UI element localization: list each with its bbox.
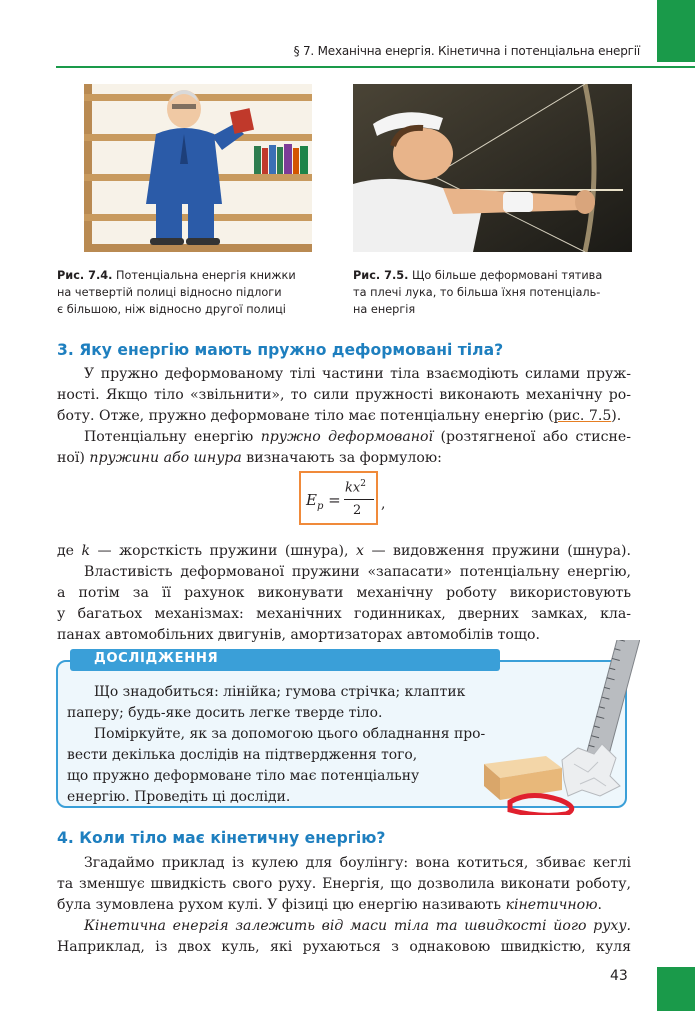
body-italic: k	[81, 543, 91, 559]
caption-line: Потенціальна енергія книжки	[116, 269, 296, 282]
body-line	[57, 916, 631, 937]
body-text: боту. Отже, пружно деформоване тіло має потенціальну енергію (	[57, 408, 554, 424]
formula-subscript: p	[316, 501, 324, 512]
research-line: Що знадобиться: лінійка; гумова стрічка; клаптик	[94, 684, 466, 700]
body-line: Наприклад, із двох куль, які рухаються з однаковою швидкістю, куля	[57, 939, 631, 955]
body-italic: пружини або шнура	[89, 450, 242, 466]
body-line: Згадаймо приклад із кулею для боулінгу: вона котиться, збиває кеглі	[84, 855, 631, 871]
research-line: паперу; будь-яке досить легке тверде тіло.	[67, 705, 383, 721]
body-line: панах автомобільних двигунів, амортизаторах автомобілів тощо.	[57, 627, 540, 643]
body-line: а потім за її рахунок виконувати механічну роботу використовують	[57, 585, 631, 601]
formula-lhs	[306, 491, 341, 512]
caption-line: Що більше деформовані тятива	[412, 269, 603, 282]
body-text: — видовження пружини (шнура).	[363, 543, 631, 559]
figure-7-4-caption	[57, 267, 319, 318]
research-line: що пружно деформоване тіло має потенціальну	[67, 768, 420, 784]
header-rule	[56, 66, 695, 68]
body-line	[57, 427, 631, 448]
body-text: де	[57, 543, 82, 559]
chapter-tab-bottom	[657, 967, 695, 1011]
formula-denominator: 2	[353, 503, 362, 518]
formula-equals: =	[323, 491, 341, 509]
figure-7-5-caption	[353, 267, 633, 318]
body-text: (розтягненої або стисне-	[433, 429, 631, 445]
body-line	[57, 448, 631, 469]
research-line: вести декілька дослідів на підтвердження того,	[67, 747, 418, 763]
fraction-bar	[344, 499, 374, 500]
body-text: ).	[611, 408, 622, 424]
figure-7-4-image	[84, 84, 312, 252]
formula-symbol: kx	[345, 480, 361, 496]
chapter-tab	[657, 0, 695, 62]
page-number: 43	[610, 968, 628, 984]
archer-illustration	[353, 84, 632, 252]
body-text: — жорсткість пружини (шнура),	[90, 543, 357, 559]
section-3-heading: 3. Яку енергію мають пружно деформовані тіла?	[57, 341, 504, 359]
running-title: § 7. Механічна енергія. Кінетична і потенціальна енергії	[293, 44, 640, 58]
body-line: У пружно деформованому тілі частини тіла взаємодіють силами пруж-	[84, 366, 631, 382]
body-line: Властивість деформованої пружини «запасати» потенціальну енергію,	[84, 564, 631, 580]
research-title: ДОСЛІДЖЕННЯ	[94, 651, 219, 666]
body-line: у багатьох механізмах: механічних годинниках, дверних замках, кла-	[57, 606, 631, 622]
formula-symbol: E	[306, 491, 317, 509]
figure-label: Рис. 7.4.	[57, 269, 113, 282]
body-text: Потенціальну енергію	[84, 429, 261, 445]
body-text: визначають за формулою:	[241, 450, 442, 466]
caption-line: є більшою, ніж відносно другої полиці	[57, 303, 286, 316]
ruler-block-band-illustration	[470, 640, 640, 815]
section-4-heading: 4. Коли тіло має кінетичну енергію?	[57, 829, 386, 847]
bookshelf-illustration	[84, 84, 312, 252]
body-line	[57, 406, 631, 427]
body-text: ної)	[57, 450, 90, 466]
body-italic: x	[356, 543, 364, 559]
research-line: Поміркуйте, як за допомогою цього обладнання про-	[94, 726, 486, 742]
figure-label: Рис. 7.5.	[353, 269, 409, 282]
body-italic: пружно деформованої	[260, 429, 434, 445]
formula-exponent: 2	[360, 479, 366, 489]
body-line: ності. Якщо тіло «звільнити», то сили пружності виконають механічну ро-	[57, 387, 631, 403]
body-line: та зменшує швидкість свого руху. Енергія, що дозволила виконати роботу,	[57, 876, 631, 892]
research-line: енергію. Проведіть ці досліди.	[67, 789, 291, 805]
body-text: була зумовлена рухом кулі. У фізиці цю енергію називають	[57, 897, 506, 913]
formula-comma: ,	[381, 496, 386, 512]
body-italic: Кінетична енергія залежить від маси тіла та швидкості його руху.	[84, 918, 631, 934]
figure-reference-link[interactable]: рис. 7.5	[553, 408, 612, 424]
caption-line: та плечі лука, то більша їхня потенціаль-	[353, 286, 601, 299]
caption-line: на четвертій полиці відносно підлоги	[57, 286, 282, 299]
body-line	[57, 895, 631, 916]
body-italic: кінетичною	[505, 897, 598, 913]
research-equipment-image	[470, 640, 640, 815]
formula-numerator	[345, 479, 366, 495]
figure-7-5-image	[353, 84, 632, 252]
caption-line: на енергія	[353, 303, 416, 316]
body-text: .	[597, 897, 602, 913]
body-line	[57, 541, 631, 562]
